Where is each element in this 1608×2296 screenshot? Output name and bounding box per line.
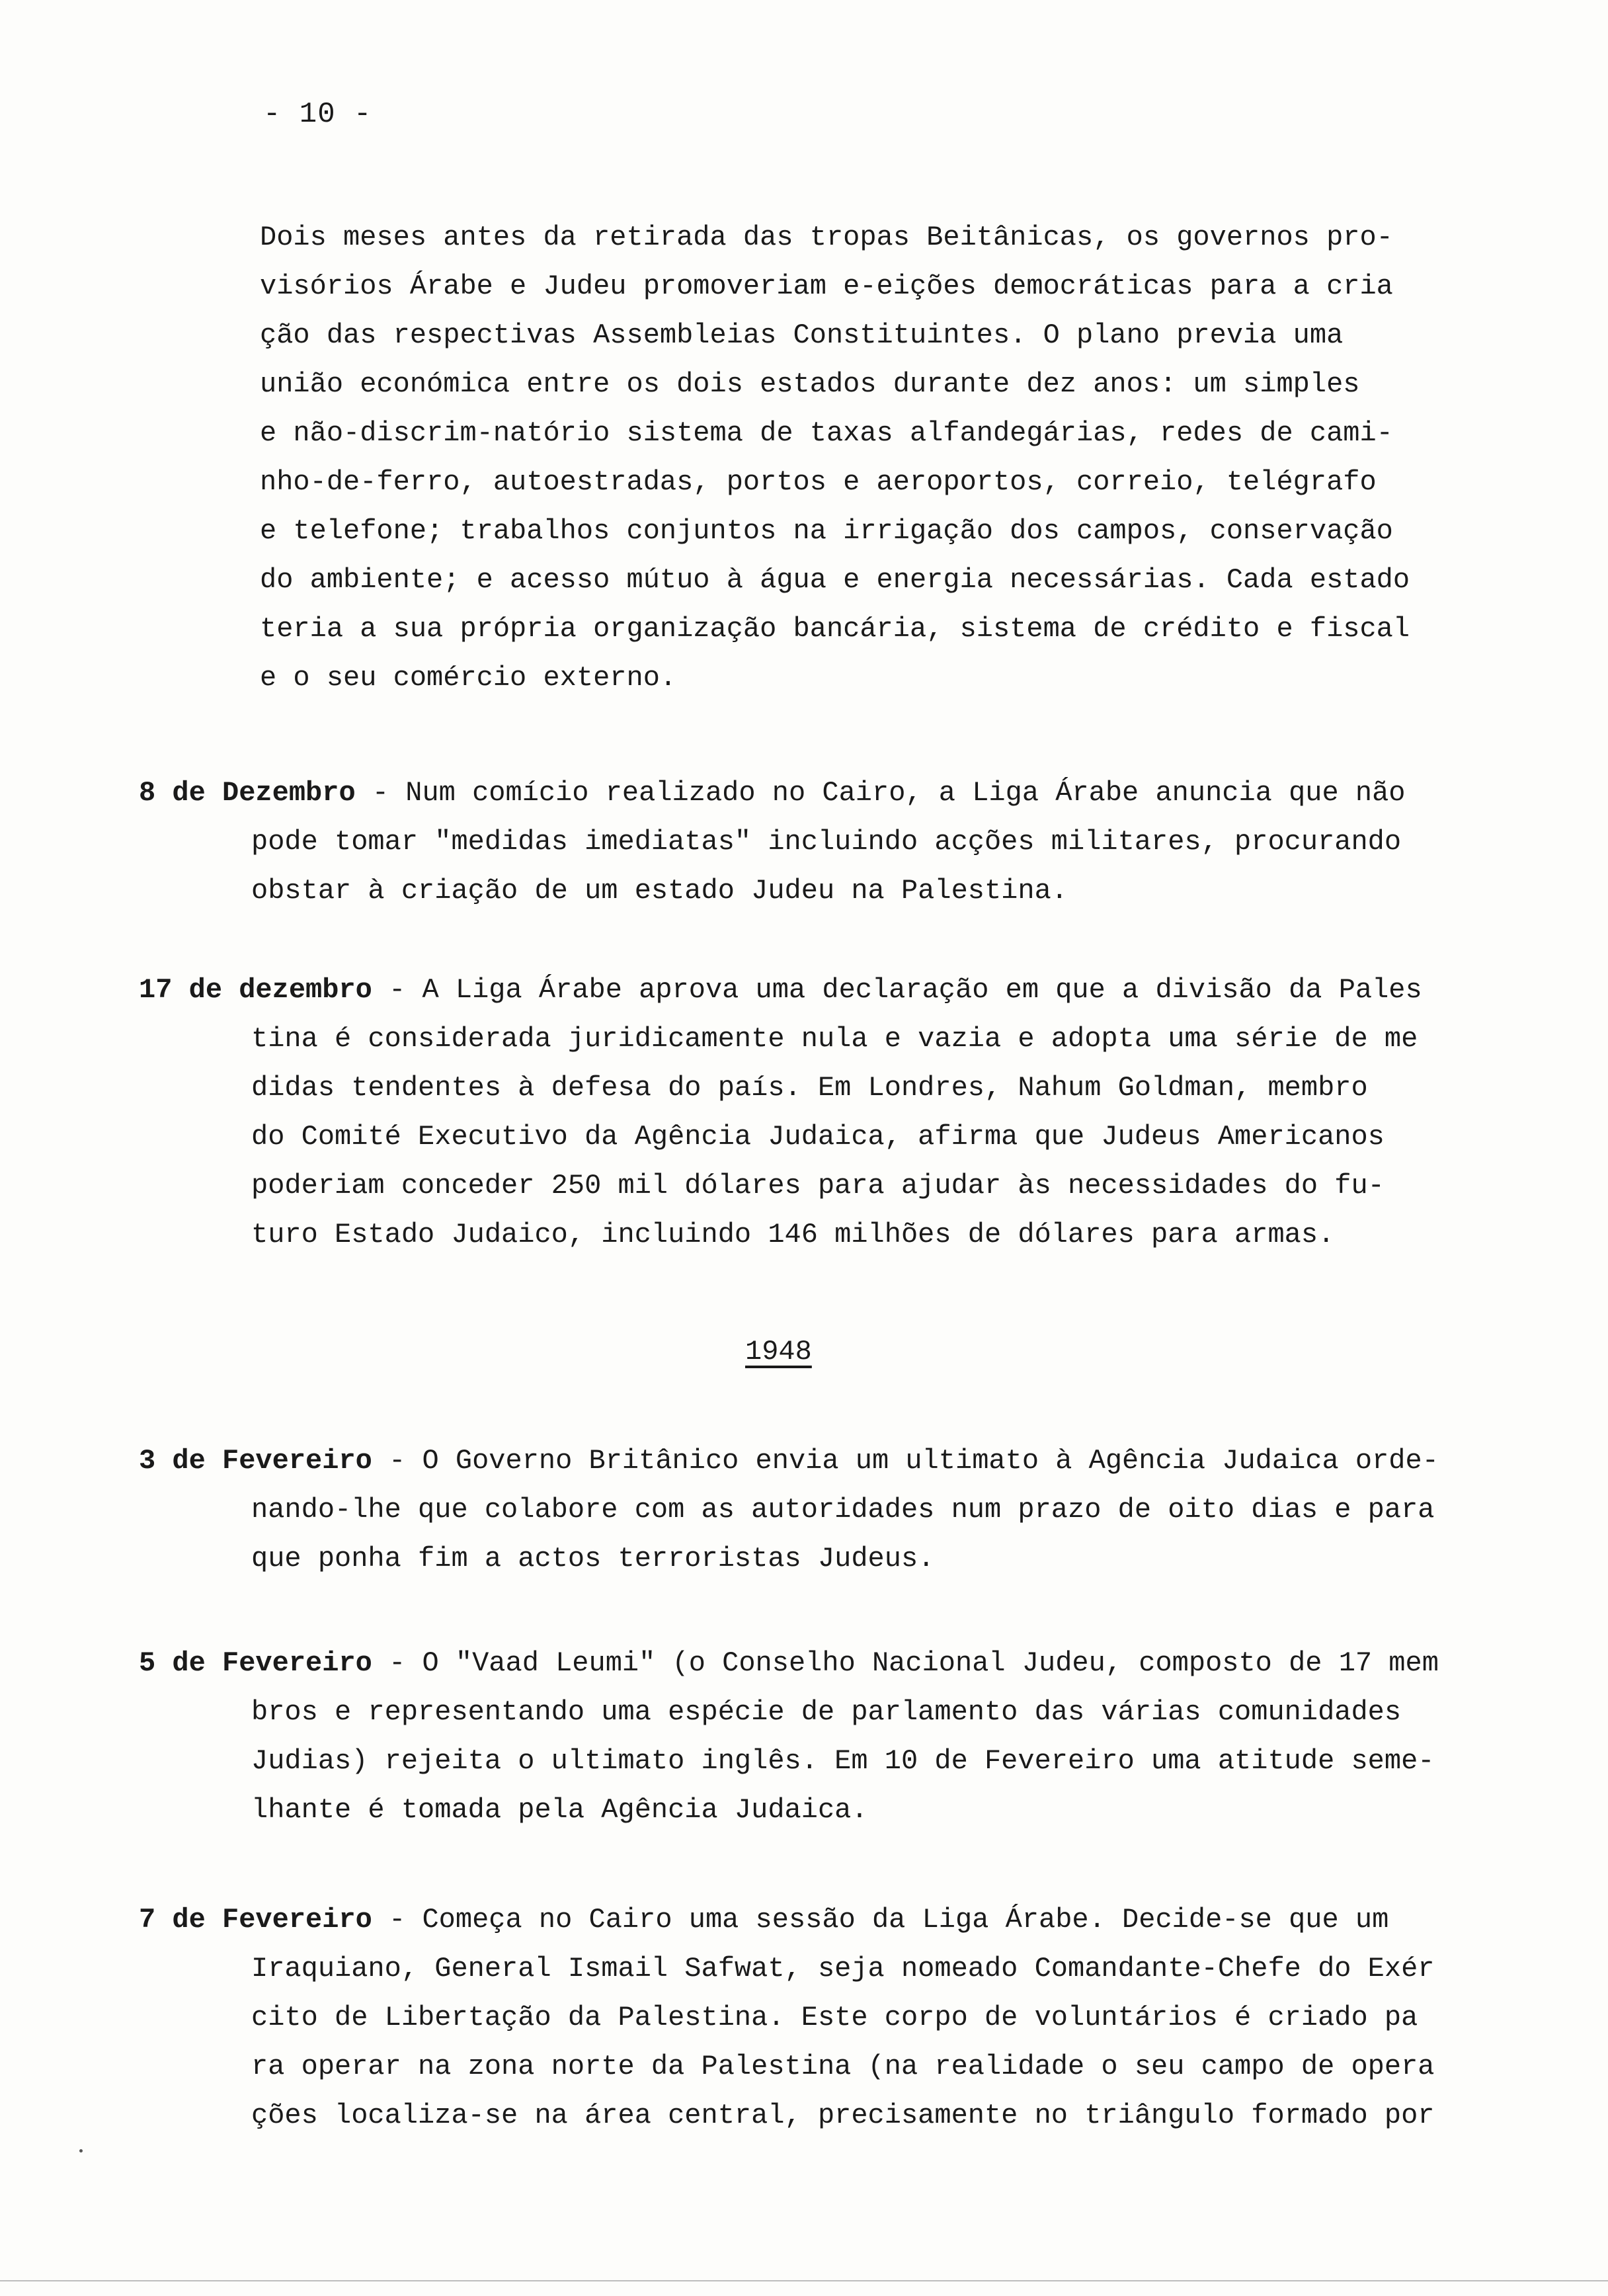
entry-date: 5 de Fevereiro (139, 1647, 372, 1679)
entry-7-fevereiro (139, 1895, 1435, 2140)
entry-8-dezembro (139, 768, 1435, 915)
year-heading: 1948 (745, 1336, 812, 1368)
entry-17-dezembro (139, 965, 1435, 1259)
entry-line: lhante é tomada pela Agência Judaica. (251, 1794, 868, 1826)
intro-line: do ambiente; e acesso mútuo à água e energia necessárias. Cada estado (260, 564, 1410, 596)
entry-line: turo Estado Judaico, incluindo 146 milhões de dólares para armas. (251, 1219, 1335, 1250)
entry-line: tina é considerada juridicamente nula e vazia e adopta uma série de me (251, 1023, 1418, 1055)
entry-3-fevereiro (139, 1436, 1439, 1583)
entry-line: nando-lhe que colabore com as autoridades num prazo de oito dias e para (251, 1494, 1435, 1526)
intro-line: e não-discrim-natório sistema de taxas alfandegárias, redes de cami- (260, 417, 1393, 449)
entry-first-line (139, 768, 1435, 817)
entry-text: - Começa no Cairo uma sessão da Liga Árabe. Decide-se que um (372, 1904, 1389, 1936)
intro-line: Dois meses antes da retirada das tropas Beitânicas, os governos pro- (260, 222, 1393, 253)
entry-line: ra operar na zona norte da Palestina (na realidade o seu campo de opera (251, 2051, 1435, 2082)
entry-date: 3 de Fevereiro (139, 1445, 372, 1477)
intro-line: e o seu comércio externo. (260, 662, 677, 694)
scan-speck (79, 2149, 83, 2152)
entry-line: que ponha fim a actos terroristas Judeus. (251, 1543, 935, 1575)
entry-5-fevereiro (139, 1639, 1439, 1834)
entry-first-line (139, 1639, 1439, 1688)
entry-date: 17 de dezembro (139, 974, 372, 1006)
entry-line: didas tendentes à defesa do país. Em Londres, Nahum Goldman, membro (251, 1072, 1368, 1104)
intro-line: ção das respectivas Assembleias Constituintes. O plano previa uma (260, 319, 1344, 351)
intro-line: união económica entre os dois estados durante dez anos: um simples (260, 368, 1360, 400)
entry-date: 7 de Fevereiro (139, 1904, 372, 1936)
entry-line: cito de Libertação da Palestina. Este corpo de voluntários é criado pa (251, 2002, 1418, 2033)
entry-line: obstar à criação de um estado Judeu na Palestina. (251, 875, 1068, 907)
entry-line: do Comité Executivo da Agência Judaica, afirma que Judeus Americanos (251, 1121, 1385, 1153)
intro-line: teria a sua própria organização bancária, sistema de crédito e fiscal (260, 613, 1410, 645)
entry-text: - A Liga Árabe aprova uma declaração em que a divisão da Pales (372, 974, 1422, 1006)
entry-text: - O Governo Britânico envia um ultimato à Agência Judaica orde- (372, 1445, 1439, 1477)
entry-line: ções localiza-se na área central, precisamente no triângulo formado por (251, 2100, 1435, 2131)
entry-first-line (139, 1895, 1435, 1944)
scan-edge-rule (0, 2280, 1608, 2281)
entry-text: - O "Vaad Leumi" (o Conselho Nacional Judeu, composto de 17 mem (372, 1647, 1439, 1679)
entry-first-line (139, 1436, 1439, 1485)
entry-line: Judias) rejeita o ultimato inglês. Em 10 de Fevereiro uma atitude seme- (251, 1745, 1435, 1777)
intro-line: e telefone; trabalhos conjuntos na irrigação dos campos, conservação (260, 515, 1393, 547)
entry-line: pode tomar "medidas imediatas" incluindo acções militares, procurando (251, 826, 1402, 858)
page-number: - 10 - (263, 98, 372, 131)
entry-date: 8 de Dezembro (139, 777, 356, 809)
intro-line: nho-de-ferro, autoestradas, portos e aeroportos, correio, telégrafo (260, 466, 1377, 498)
entry-first-line (139, 965, 1435, 1014)
entry-line: Iraquiano, General Ismail Safwat, seja nomeado Comandante-Chefe do Exér (251, 1953, 1435, 1985)
intro-line: visórios Árabe e Judeu promoveriam e-eições democráticas para a cria (260, 270, 1393, 302)
entry-text: - Num comício realizado no Cairo, a Liga Árabe anuncia que não (355, 777, 1406, 809)
entry-line: bros e representando uma espécie de parlamento das várias comunidades (251, 1696, 1402, 1728)
intro-paragraph (260, 213, 1424, 702)
entry-line: poderiam conceder 250 mil dólares para ajudar às necessidades do fu- (251, 1170, 1385, 1202)
